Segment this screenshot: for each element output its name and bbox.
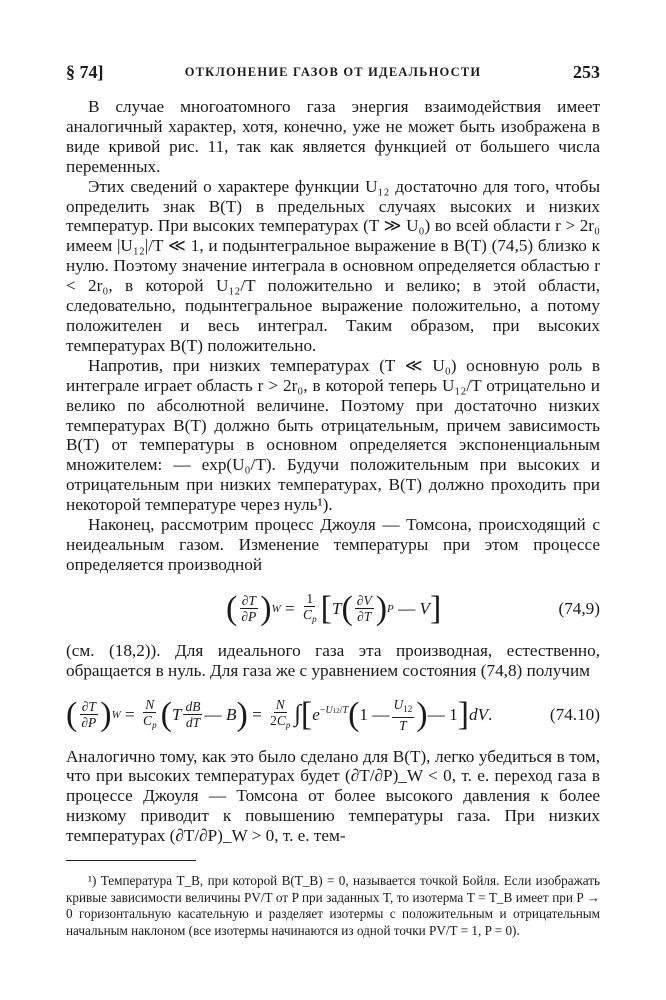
equation-expression: ( $\frac{\partial T}{\partial P}$ ) W = $\frac{N}{C_p}$ ( T $\frac{dB}{dT}$ — B ) = $\frac{N}{2C_p}$ ∫ [ $e^{-U12/T}$ ( 1 — $\frac{U_{12}}{T}$ ) — 1 ] dV. bbox=[66, 695, 493, 733]
running-title: ОТКЛОНЕНИЕ ГАЗОВ ОТ ИДЕАЛЬНОСТИ bbox=[184, 65, 482, 79]
page-body bbox=[66, 97, 600, 939]
footnote: ¹) Температура T_B, при которой B(T_B) = 0, называется точкой Бойля. Если изображать кривые зависимости величины PV/T от P при заданных T, то изотерма T = T_B имеет при P → 0 горизонтальную касательную и разделяет изотермы с положительным и отрицательным начальным наклоном (все изотермы начинаются из одной точки PV/T = 1, P = 0). bbox=[66, 873, 600, 938]
paragraph: В случае многоатомного газа энергия взаимодействия имеет аналогичный характер, хотя, конечно, уже не может быть изображена в виде кривой рис. 11, так как является функцией от большего числа переменных. bbox=[66, 97, 600, 176]
footnote-rule bbox=[66, 860, 196, 861]
paragraph: Напротив, при низких температурах (T ≪ U₀) основную роль в интеграле играет область r > 2r₀, в которой теперь U₁₂/T отрицательно и велико по абсолютной величине. Поэтому при достаточно низких температурах B(T) должно быть отрицательным, причем зависимость B(T) от температуры в основном определяется экспоненциальным множителем: — exp(U₀/T). Будучи положительным при высоких и отрицательным при низких температурах, B(T) должно проходить при некоторой температуре через нуль¹). bbox=[66, 355, 600, 515]
equation-74-9 bbox=[66, 583, 600, 635]
paragraph: Этих сведений о характере функции U₁₂ достаточно для того, чтобы определить знак B(T) в предельных случаях высоких и низких температур. При высоких температурах (T ≫ U₀) во всей области r > 2r₀ имеем |U₁₂|/T ≪ 1, и подынтегральное выражение в B(T) (74,5) близко к нулю. Поэтому значение интеграла в основном определяется областью r < 2r₀, в которой U₁₂/T положительно и велико; в этой области, следовательно, подынтегральное выражение положительно, а потому положителен и весь интеграл. Таким образом, при высоких температурах B(T) положительно. bbox=[66, 176, 601, 355]
running-header bbox=[66, 62, 600, 88]
page-number: 253 bbox=[573, 62, 600, 82]
equation-number: (74.10) bbox=[549, 704, 600, 724]
paragraph: Наконец, рассмотрим процесс Джоуля — Томсона, происходящий с неидеальным газом. Изменение температуры при этом процессе определяется производной bbox=[66, 515, 600, 574]
equation-expression: ( $\frac{\partial T}{\partial P}$ ) W = $\frac{1}{C_p}$ [ T ( $\frac{\partial V}{\partial T}$ ) P — V ] bbox=[226, 589, 442, 627]
section-number: § 74] bbox=[66, 62, 104, 82]
equation-number: (74,9) bbox=[558, 598, 600, 618]
equation-74-10 bbox=[66, 689, 600, 741]
paragraph: Аналогично тому, как это было сделано для B(T), легко убедиться в том, что при высоких температурах будет (∂T/∂P)_W < 0, т. е. переход газа в процессе Джоуля — Томсона от более высокого давления к более низкому приводит к повышению температуры газа. При низких температурах (∂T/∂P)_W > 0, т. е. тем- bbox=[66, 746, 600, 846]
paragraph: (см. (18,2)). Для идеального газа эта производная, естественно, обращается в нуль. Для газа же с уравнением состояния (74,8) получим bbox=[66, 640, 600, 680]
